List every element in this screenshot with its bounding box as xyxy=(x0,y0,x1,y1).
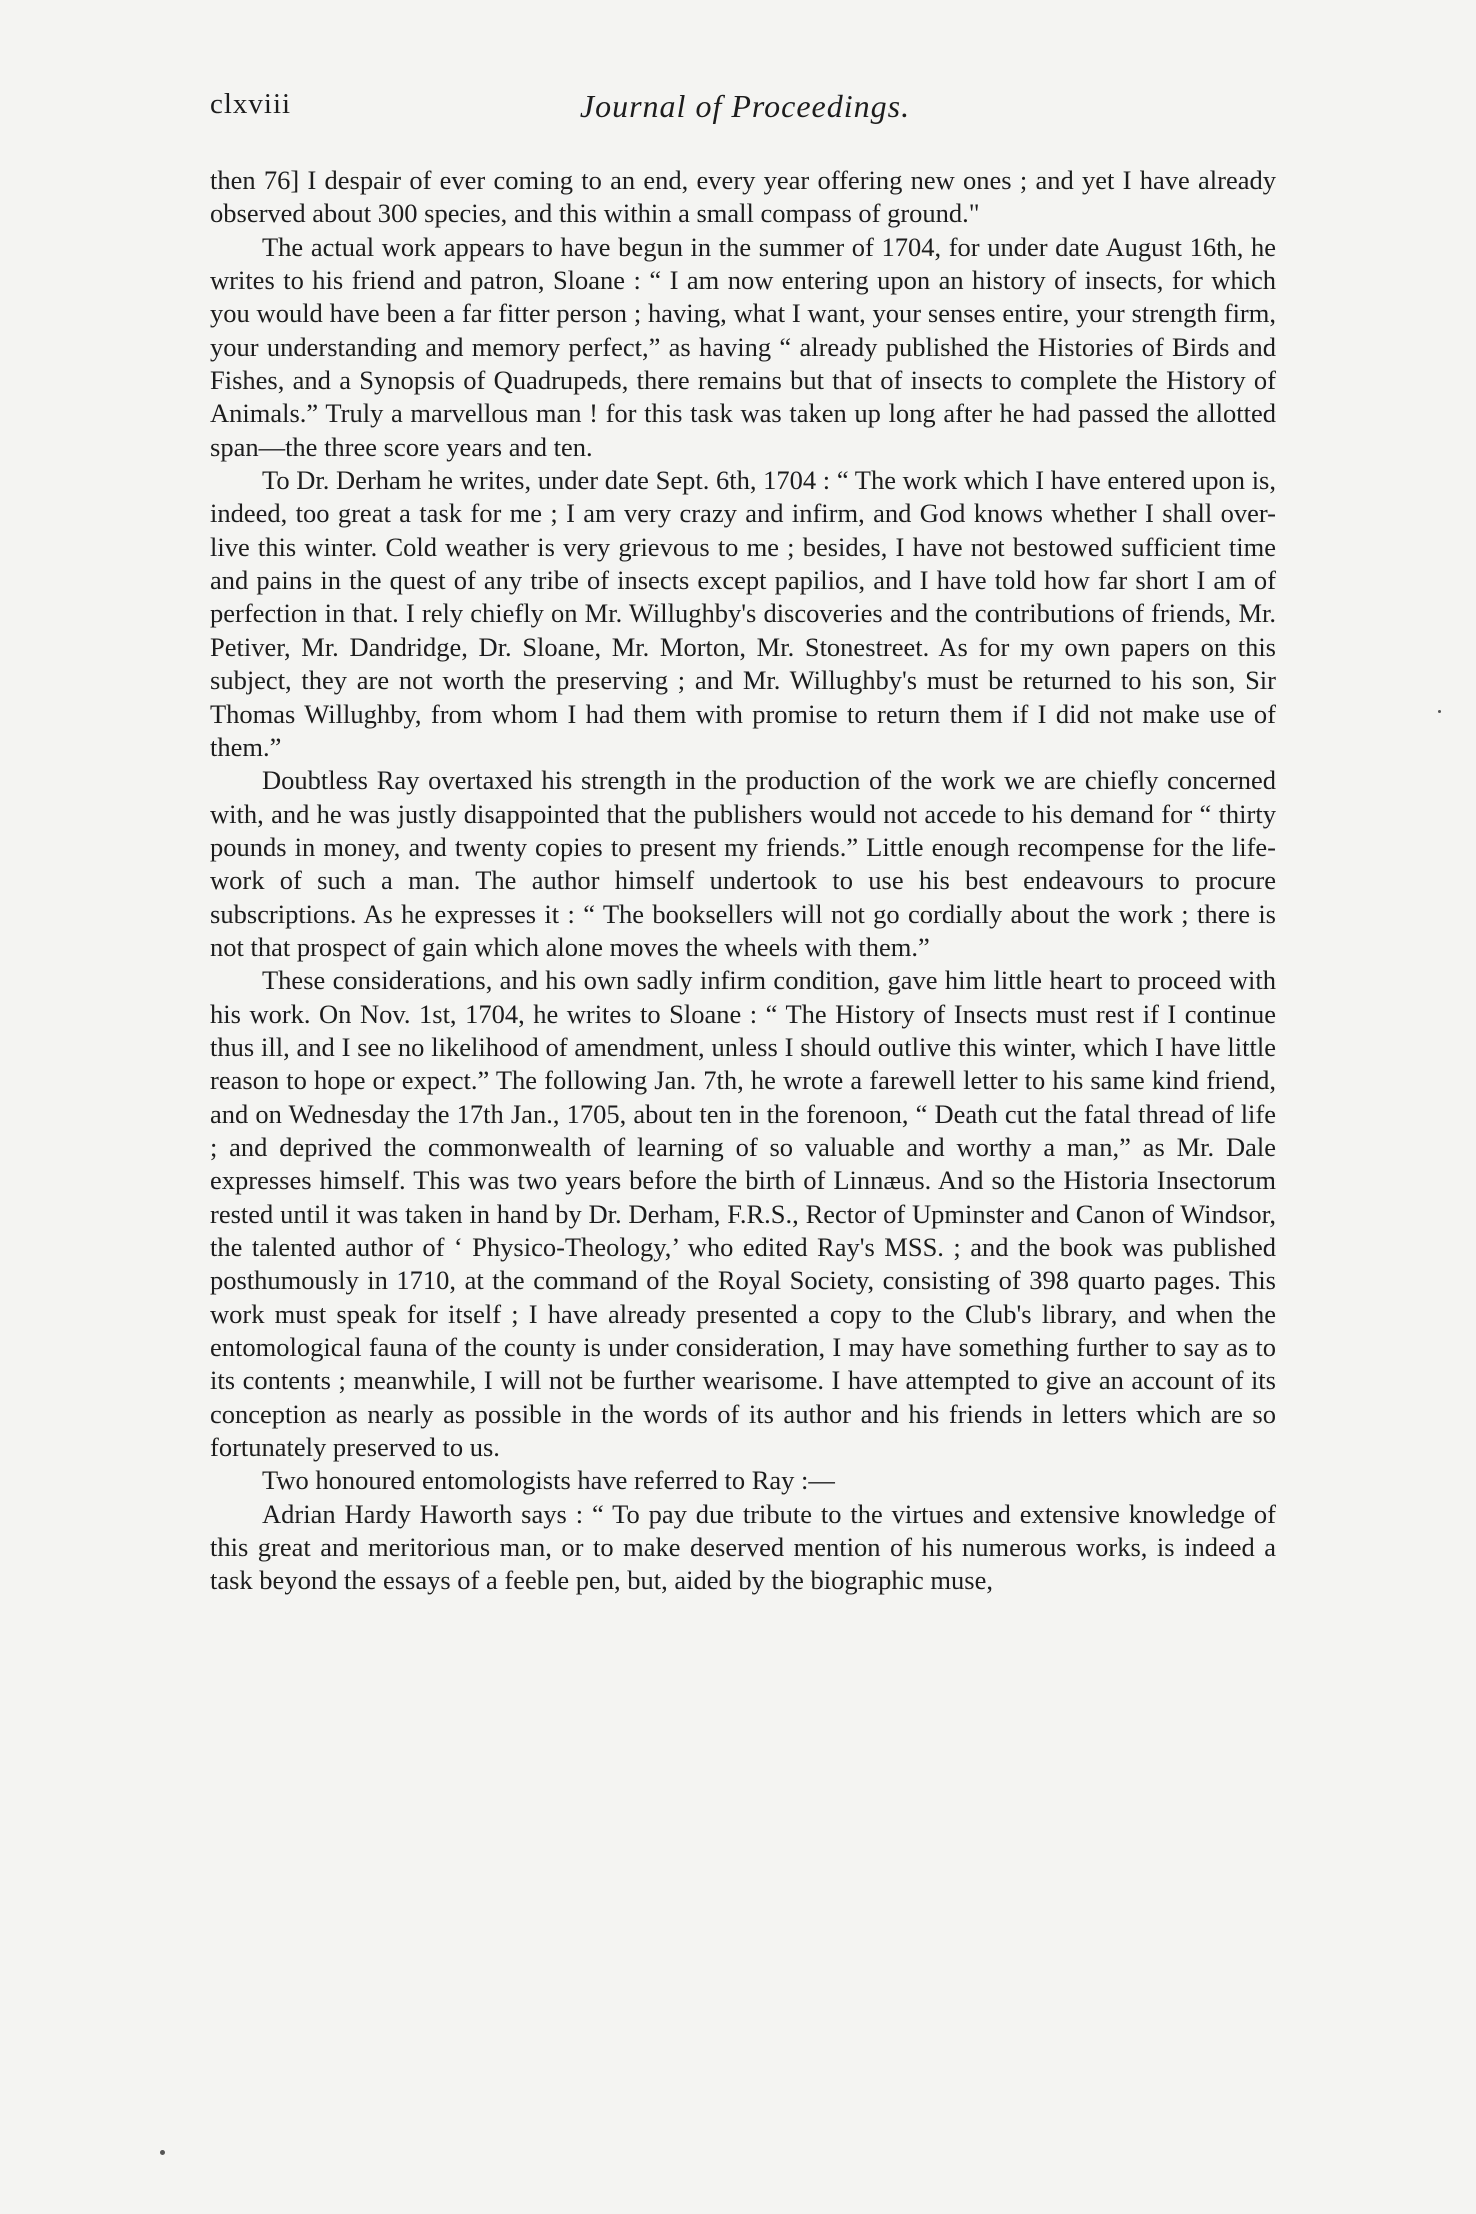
paragraph-7: Adrian Hardy Haworth says : “ To pay due tribute to the virtues and extensive knowledge of this great and meritorious man, or to make deserved mention of his numerous works, is indeed a task beyond the essays of a feeble pen, but, aided by the biographic muse, xyxy=(210,1498,1276,1596)
paragraph-5: These considerations, and his own sadly infirm condition, gave him little heart to proceed with his work. On Nov. 1st, 1704, he writes to Sloane : “ The History of Insects must rest if I continue thus ill, and I see no likelihood of amendment, unless I should outlive this winter, which I have little reason to hope or expect.” The following Jan. 7th, he wrote a farewell letter to his same kind friend, and on Wednesday the 17th Jan., 1705, about ten in the forenoon, “ Death cut the fatal thread of life ; and deprived the commonwealth of learning of so valuable and worthy a man,” as Mr. Dale expresses himself. This was two years before the birth of Linnæus. And so the Historia Insectorum rested until it was taken in hand by Dr. Derham, F.R.S., Rector of Upminster and Canon of Windsor, the talented author of ‘ Physico-Theology,’ who edited Ray's MSS. ; and the book was published posthumously in 1710, at the command of the Royal Society, consisting of 398 quarto pages. This work must speak for itself ; I have already presented a copy to the Club's library, and when the entomological fauna of the county is under consideration, I may have something further to say as to its contents ; meanwhile, I will not be further wearisome. I have attempted to give an account of its conception as nearly as possible in the words of its author and his friends in letters which are so fortunately preserved to us. xyxy=(210,965,1276,1463)
paragraph-3: To Dr. Derham he writes, under date Sept. 6th, 1704 : “ The work which I have entered upon is, indeed, too great a task for me ; I am very crazy and infirm, and God knows whether I shall over-live this winter. Cold weather is very grievous to me ; besides, I have not bestowed sufficient time and pains in the quest of any tribe of insects except papilios, and I have told how far short I am of perfection in that. I rely chiefly on Mr. Willughby's discoveries and the contributions of friends, Mr. Petiver, Mr. Dandridge, Dr. Sloane, Mr. Morton, Mr. Stonestreet. As for my own papers on this subject, they are not worth the preserving ; and Mr. Willughby's must be returned to his son, Sir Thomas Willughby, from whom I had them with promise to return them if I did not make use of them.” xyxy=(210,465,1276,762)
running-head: Journal of Proceedings. xyxy=(579,88,911,124)
paragraph-2: The actual work appears to have begun in the summer of 1704, for under date August 16th, he writes to his friend and patron, Sloane : “ I am now entering upon an history of insects, for which you would have been a far fitter person ; having, what I want, your senses entire, your strength firm, your understanding and memory perfect,” as having “ already published the Histories of Birds and Fishes, and a Synopsis of Quadrupeds, there remains but that of insects to complete the History of Animals.” Truly a marvellous man ! for this task was taken up long after he had passed the allotted span—the three score years and ten. xyxy=(210,231,1276,462)
page-number: clxviii xyxy=(210,88,292,120)
paragraph-4: Doubtless Ray overtaxed his strength in the production of the work we are chiefly concerned with, and he was justly disappointed that the publishers would not accede to his demand for “ thirty pounds in money, and twenty copies to present my friends.” Little enough recompense for the life-work of such a man. The author himself undertook to use his best endeavours to procure subscriptions. As he expresses it : “ The booksellers will not go cordially about the work ; there is not that prospect of gain which alone moves the wheels with them.” xyxy=(210,765,1276,962)
paragraph-6: Two honoured entomologists have referred to Ray :— xyxy=(262,1465,835,1496)
ink-speck xyxy=(1438,710,1441,713)
paragraph-1: then 76] I despair of ever coming to an end, every year offering new ones ; and yet I have already observed about 300 species, and this within a small compass of ground." xyxy=(210,165,1276,229)
body-text xyxy=(210,164,1276,1598)
ink-speck xyxy=(160,2150,165,2155)
page-header xyxy=(210,88,1280,138)
